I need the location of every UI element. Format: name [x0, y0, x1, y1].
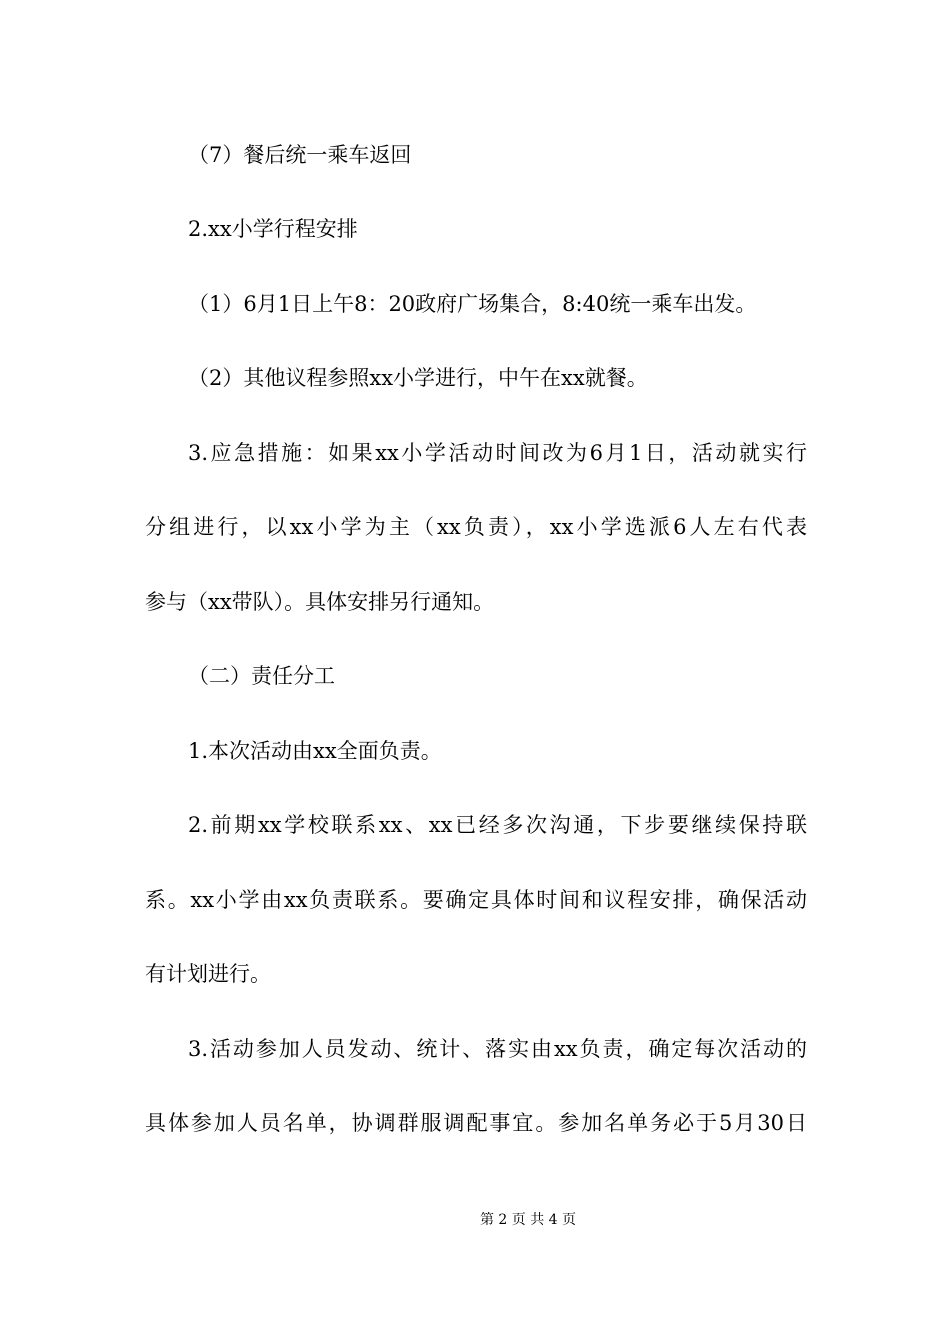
paragraph-line: 2.前期xx学校联系xx、xx已经多次沟通，下步要继续保持联 — [188, 813, 807, 837]
paragraph-line: 具体参加人员名单，协调群服调配事宜。参加名单务必于5月30日 — [145, 1111, 807, 1135]
paragraph-line: （7）餐后统一乘车返回 — [188, 143, 412, 167]
page-number: 第 2 页 共 4 页 — [479, 1212, 577, 1228]
section-heading: （二）责任分工 — [188, 664, 335, 688]
section-heading: 2.xx小学行程安排 — [188, 217, 358, 241]
paragraph-line: 有计划进行。 — [145, 962, 271, 986]
paragraph-line: （1）6月1日上午8：20政府广场集合，8:40统一乘车出发。 — [188, 292, 757, 316]
paragraph-line: 3.活动参加人员发动、统计、落实由xx负责，确定每次活动的 — [188, 1037, 807, 1061]
paragraph-line: 系。xx小学由xx负责联系。要确定具体时间和议程安排，确保活动 — [145, 888, 807, 912]
paragraph-line: 分组进行，以xx小学为主（xx负责），xx小学选派6人左右代表 — [145, 515, 807, 539]
paragraph-line: 3.应急措施：如果xx小学活动时间改为6月1日，活动就实行 — [188, 441, 807, 465]
paragraph-line: 参与（xx带队）。具体安排另行通知。 — [145, 590, 495, 614]
paragraph-line: 1.本次活动由xx全面负责。 — [188, 739, 442, 763]
paragraph-line: （2）其他议程参照xx小学进行，中午在xx就餐。 — [188, 366, 648, 390]
